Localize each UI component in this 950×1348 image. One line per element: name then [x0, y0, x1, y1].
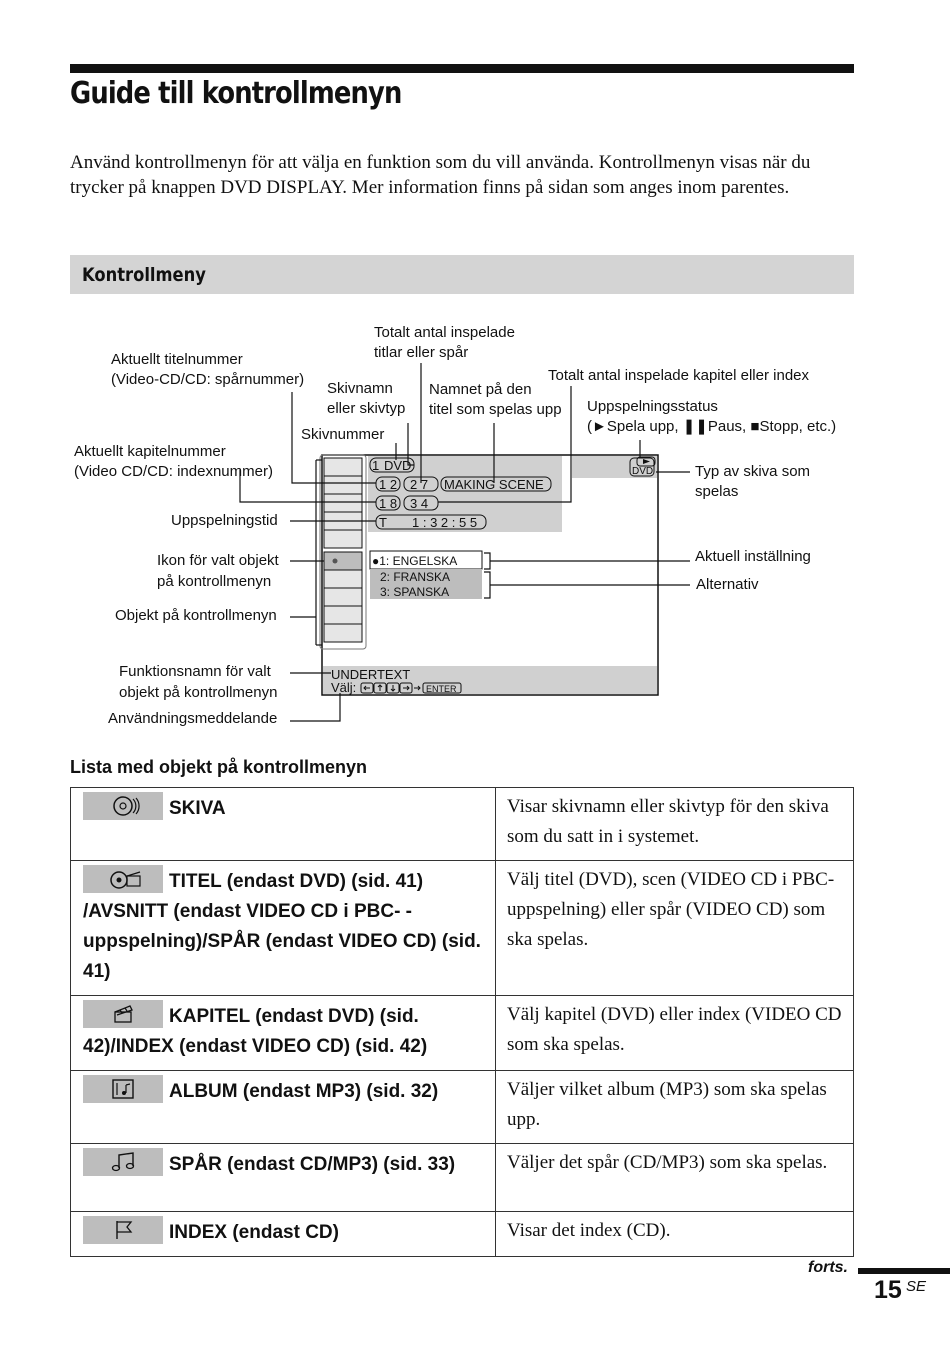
label-playback-status-2: (►Spela upp, ❚❚Paus, ■Stopp, etc.): [587, 418, 837, 435]
section-title: Kontrollmeny: [82, 264, 206, 286]
label-total-titles-2: titlar eller spår: [374, 344, 469, 361]
label-title-name-2: titel som spelas upp: [429, 401, 562, 418]
intro-paragraph: Använd kontrollmenyn för att välja en funktion som du vill använda. Kontrollmenyn visas när du trycker på knappen DVD DISPLAY. Mer information finns på sidan som anges inom parentes.: [70, 152, 811, 198]
osd-title-total: 2 7: [410, 477, 429, 492]
menu-items-table: [70, 787, 854, 1257]
label-selected-icon-1: Ikon för valt objekt: [157, 552, 279, 569]
table-row: [71, 1144, 854, 1212]
osd-time-prefix: T: [379, 515, 387, 530]
item-name: SKIVA: [169, 798, 226, 819]
label-total-chapters: Totalt antal inspelade kapitel eller index: [548, 367, 809, 384]
table-row: [71, 996, 854, 1071]
item-desc: Visar skivnamn eller skivtyp för den skiva som du satt in i systemet.: [496, 788, 854, 861]
label-function-name-1: Funktionsnamn för valt: [119, 663, 271, 680]
label-current-chapter-2: (Video CD/CD: indexnummer): [74, 463, 273, 480]
osd-chapter-total: 3 4: [410, 496, 429, 511]
selected-item-marker: [333, 559, 338, 564]
osd-option-1: ●1: ENGELSKA: [372, 554, 458, 568]
label-current-chapter-1: Aktuellt kapitelnummer: [74, 443, 226, 460]
table-row: [71, 788, 854, 861]
label-disc-name-2: eller skivtyp: [327, 400, 406, 417]
item-name: INDEX (endast CD): [169, 1222, 339, 1243]
item-name: ALBUM (endast MP3) (sid. 32): [169, 1081, 439, 1102]
label-current-title-1: Aktuellt titelnummer: [111, 351, 243, 368]
item-desc: Välj titel (DVD), scen (VIDEO CD i PBC-uppspelning) eller spår (VIDEO CD) som ska spelas.: [496, 861, 854, 996]
table-row: [71, 1071, 854, 1144]
osd-enter: ENTER: [426, 684, 457, 694]
section-header: [70, 255, 854, 294]
label-playing-time: Uppspelningstid: [171, 512, 278, 529]
label-disc-name-1: Skivnamn: [327, 380, 393, 397]
label-operation-message: Användningsmeddelande: [108, 710, 278, 727]
osd-title-no: 1 2: [379, 477, 398, 492]
osd-function-name: UNDERTEXT: [331, 667, 411, 682]
table-row: [71, 1212, 854, 1257]
item-name: TITEL (endast DVD) (sid. 41) /AVSNITT (endast VIDEO CD i PBC- -uppspelning)/SPÅR (endast VIDEO CD) (sid. 41): [83, 871, 481, 982]
item-desc: Visar det index (CD).: [496, 1212, 854, 1257]
label-current-title-2: (Video-CD/CD: spårnummer): [111, 371, 305, 388]
page-number: 15: [874, 1276, 902, 1304]
index-icon: [83, 1216, 163, 1244]
osd-option-2: 2: FRANSKA: [380, 570, 451, 584]
item-desc: Välj kapitel (DVD) eller index (VIDEO CD som ska spelas.: [496, 996, 854, 1071]
label-total-titles-1: Totalt antal inspelade: [374, 324, 515, 341]
control-menu-diagram: [0, 300, 950, 740]
osd-time: 1 : 3 2 : 5 5: [412, 515, 478, 530]
osd-chapter-no: 1 8: [379, 496, 398, 511]
item-name: SPÅR (endast CD/MP3) (sid. 33): [169, 1154, 456, 1175]
label-disc-number: Skivnummer: [301, 426, 385, 443]
label-disc-type-2: spelas: [695, 483, 739, 500]
item-desc: Väljer det spår (CD/MP3) som ska spelas.: [496, 1144, 854, 1212]
label-options: Alternativ: [696, 576, 759, 593]
continued-rule: [858, 1268, 950, 1274]
label-function-name-2: objekt på kontrollmenyn: [119, 684, 278, 701]
album-icon: [83, 1075, 163, 1103]
top-rule: [70, 64, 854, 73]
item-name: KAPITEL (endast DVD) (sid. 42)/INDEX (endast VIDEO CD) (sid. 42): [83, 1006, 428, 1057]
osd-disc-no: 1: [372, 458, 380, 473]
label-title-name-1: Namnet på den: [429, 381, 532, 398]
label-menu-items: Objekt på kontrollmenyn: [115, 607, 277, 624]
table-row: [71, 861, 854, 996]
label-current-setting: Aktuell inställning: [695, 548, 811, 565]
osd-select-prefix: Välj:: [331, 680, 357, 695]
title-icon: [83, 865, 163, 893]
osd-disc-type: DVD: [384, 458, 412, 473]
list-title: Lista med objekt på kontrollmenyn: [70, 757, 368, 777]
disc-icon: [83, 792, 163, 820]
track-icon: [83, 1148, 163, 1176]
label-disc-type-1: Typ av skiva som: [695, 463, 811, 480]
osd-option-3: 3: SPANSKA: [380, 585, 450, 599]
page-title: Guide till kontrollmenyn: [70, 76, 402, 111]
osd-status-disc: DVD: [632, 466, 654, 477]
osd-scene-name: MAKING SCENE: [444, 477, 544, 492]
page-suffix: SE: [906, 1278, 927, 1295]
chapter-icon: [83, 1000, 163, 1028]
label-playback-status-1: Uppspelningsstatus: [587, 398, 718, 415]
continued-label: forts.: [808, 1259, 848, 1276]
item-desc: Väljer vilket album (MP3) som ska spelas upp.: [496, 1071, 854, 1144]
label-selected-icon-2: på kontrollmenyn: [157, 573, 272, 590]
